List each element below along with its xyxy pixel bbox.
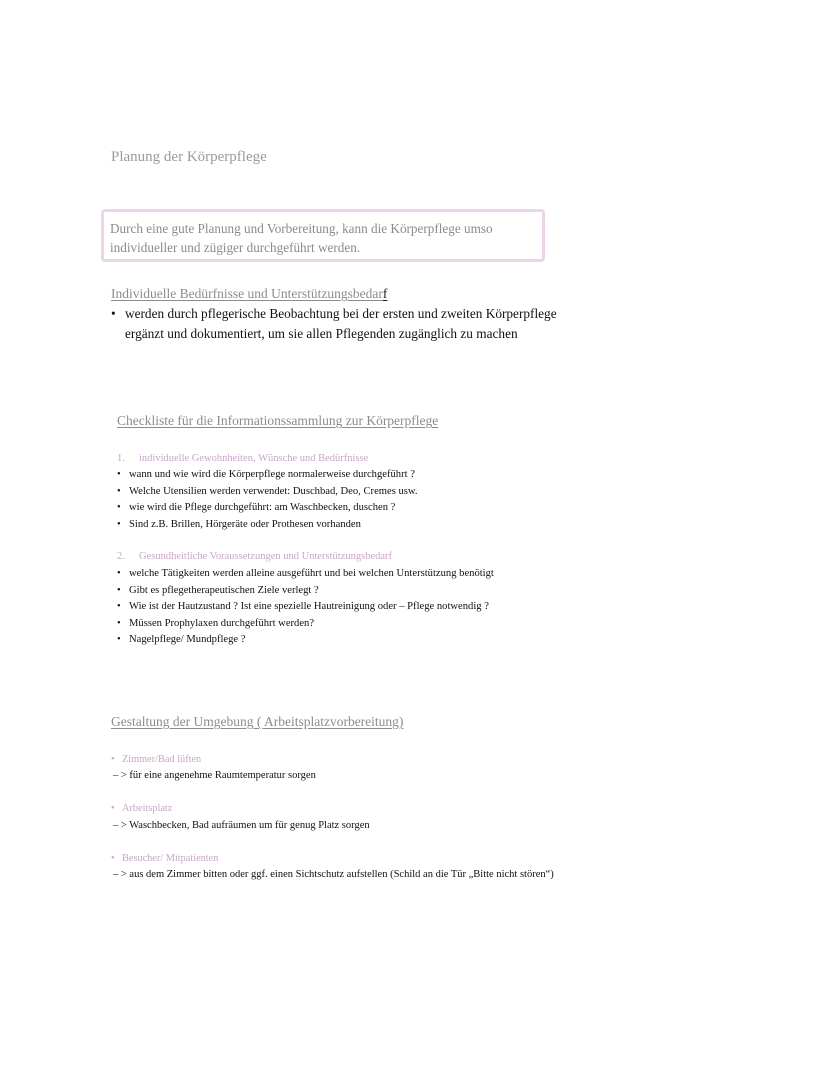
checklist-group-1-list	[117, 467, 418, 533]
environment-item-3-text: – > aus dem Zimmer bitten oder ggf. einen Sichtschutz aufstellen (Schild an die Tür „Bitte nicht stören“)	[113, 869, 554, 880]
list-item	[117, 484, 418, 501]
group-number: 1.	[117, 453, 125, 464]
checklist-group-2-list	[117, 566, 494, 649]
list-item-text: wie wird die Pflege durchgeführt: am Waschbecken, duschen ?	[129, 502, 396, 513]
env-label-text: Arbeitsplatz	[122, 803, 173, 814]
list-item	[117, 500, 418, 517]
needs-bullet	[111, 304, 581, 344]
bullet-dot: •	[111, 803, 115, 814]
checklist-heading: Checkliste für die Informationssammlung zur Körperpflege	[117, 413, 439, 428]
env-label-text: Besucher/ Mitpatienten	[122, 853, 219, 864]
bullet-dot: •	[117, 518, 121, 530]
bullet-dot: •	[117, 584, 121, 596]
environment-item-3-label	[111, 853, 218, 864]
list-item-text: Gibt es pflegetherapeutischen Ziele verlegt ?	[129, 584, 319, 596]
list-item	[117, 467, 418, 484]
page-title: Planung der Körperpflege	[111, 149, 267, 165]
needs-heading-tail: f	[382, 286, 388, 301]
checklist-group-2-label	[117, 551, 392, 562]
environment-item-1-label	[111, 754, 201, 765]
list-item-text: Wie ist der Hautzustand ? Ist eine spezielle Hautreinigung oder – Pflege notwendig ?	[129, 601, 489, 612]
bullet-dot: •	[111, 853, 115, 864]
list-item	[117, 599, 494, 616]
bullet-dot: •	[111, 306, 116, 321]
environment-item-2-text: – > Waschbecken, Bad aufräumen um für genug Platz sorgen	[113, 820, 370, 831]
needs-heading	[111, 286, 387, 302]
environment-heading: Gestaltung der Umgebung ( Arbeitsplatzvorbereitung)	[111, 714, 404, 729]
list-item	[117, 566, 494, 583]
list-item	[117, 632, 494, 649]
list-item-text: welche Tätigkeiten werden alleine ausgeführt und bei welchen Unterstützung benötigt	[129, 568, 494, 579]
list-item	[117, 517, 418, 534]
list-item-text: Sind z.B. Brillen, Hörgeräte oder Prothesen vorhanden	[129, 518, 361, 530]
group-number: 2.	[117, 551, 125, 562]
needs-heading-text: Individuelle Bedürfnisse und Unterstützungsbedar	[111, 286, 383, 301]
list-item-text: Müssen Prophylaxen durchgeführt werden?	[129, 617, 315, 629]
list-item	[117, 583, 494, 600]
environment-item-1-text: – > für eine angenehme Raumtemperatur sorgen	[113, 770, 316, 781]
bullet-dot: •	[117, 469, 121, 480]
bullet-dot: •	[117, 502, 121, 513]
intro-text: Durch eine gute Planung und Vorbereitung, kann die Körperpflege umso individueller und zügiger durchgeführt werden.	[110, 221, 493, 255]
group-label-text: individuelle Gewohnheiten, Wünsche und Bedürfnisse	[139, 453, 369, 464]
bullet-dot: •	[117, 601, 121, 612]
list-item-text: Welche Utensilien werden verwendet: Duschbad, Deo, Cremes usw.	[129, 485, 418, 497]
group-label-text: Gesundheitliche Voraussetzungen und Unterstützungsbedarf	[139, 551, 393, 562]
list-item-text: wann und wie wird die Körperpflege normalerweise durchgeführt ?	[129, 469, 415, 480]
list-item-text: Nagelpflege/ Mundpflege ?	[129, 634, 246, 645]
list-item	[117, 616, 494, 633]
bullet-dot: •	[111, 754, 115, 765]
bullet-dot: •	[117, 568, 121, 579]
bullet-dot: •	[117, 617, 121, 629]
bullet-dot: •	[117, 634, 121, 645]
environment-item-2-label	[111, 803, 172, 814]
env-label-text: Zimmer/Bad lüften	[122, 754, 202, 765]
bullet-dot: •	[117, 485, 121, 497]
needs-bullet-text: werden durch pflegerische Beobachtung bei der ersten und zweiten Körperpflege ergänzt und dokumentiert, um sie allen Pflegenden zugänglich zu machen	[125, 306, 557, 341]
checklist-group-1-label	[117, 453, 368, 464]
